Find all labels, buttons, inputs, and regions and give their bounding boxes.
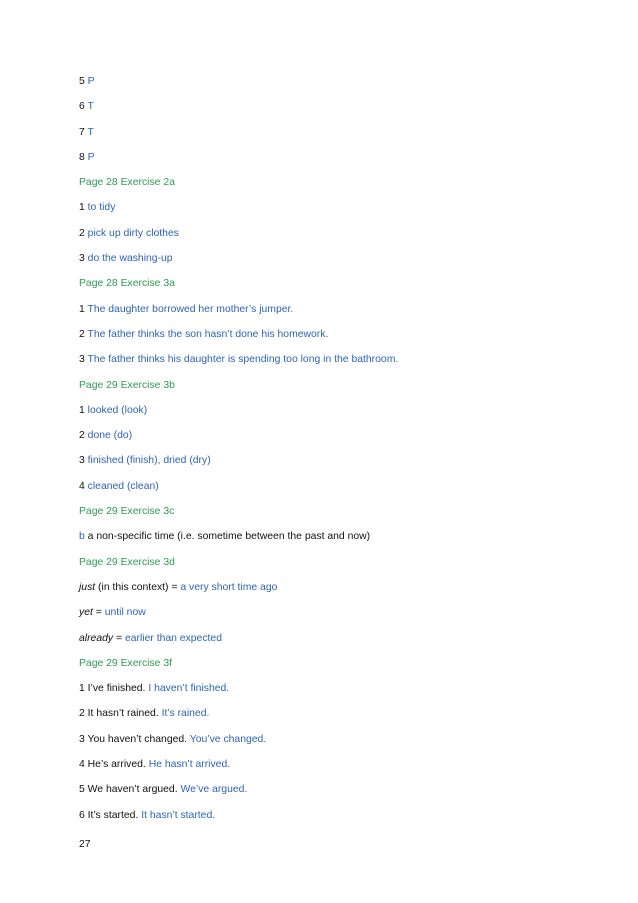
- line-text: already: [79, 632, 114, 644]
- line-text: 2: [79, 430, 88, 442]
- line-text: 3: [79, 354, 88, 366]
- answer-line: [79, 480, 599, 505]
- line-text: =: [113, 632, 125, 644]
- answer-line: [79, 581, 599, 606]
- answer-line: [79, 227, 599, 252]
- answer-line: [79, 429, 599, 454]
- answer-text: cleaned (clean): [87, 480, 159, 492]
- line-text: 1: [79, 303, 88, 315]
- heading-text: Page 29 Exercise 3d: [79, 556, 175, 568]
- answer-line: [79, 201, 599, 226]
- answer-text: I haven’t finished.: [148, 683, 230, 695]
- heading-text: Page 28 Exercise 2a: [79, 177, 175, 189]
- answer-text: P: [87, 76, 95, 87]
- line-text: 1: [79, 404, 88, 416]
- answer-line: [79, 783, 599, 808]
- heading-text: Page 29 Exercise 3f: [79, 657, 172, 669]
- answer-text: earlier than expected: [124, 632, 222, 644]
- line-text: yet: [79, 607, 93, 619]
- answer-text: He hasn’t arrived.: [148, 759, 231, 771]
- line-text: just: [79, 581, 96, 593]
- answer-key-lines: [79, 75, 599, 834]
- line-text: 4: [79, 480, 88, 492]
- line-text: 1 I’ve finished.: [79, 683, 149, 695]
- answer-text: done (do): [87, 430, 133, 442]
- line-text: 3 You haven’t changed.: [79, 733, 190, 745]
- answer-line: [79, 328, 599, 353]
- line-text: =: [92, 607, 105, 619]
- answer-text: b: [79, 531, 85, 543]
- answer-line: [79, 303, 599, 328]
- answer-line: [79, 682, 599, 707]
- page-number: 27: [79, 839, 91, 850]
- heading-text: Page 28 Exercise 3a: [79, 278, 175, 290]
- answer-line: [79, 530, 599, 555]
- answer-line: [79, 454, 599, 479]
- answer-text: a very short time ago: [180, 581, 278, 593]
- answer-text: T: [87, 126, 94, 138]
- answer-text: The daughter borrowed her mother’s jumper.: [87, 303, 294, 315]
- exercise-heading: [79, 657, 599, 682]
- answer-text: until now: [104, 607, 146, 619]
- answer-line: [79, 606, 599, 631]
- line-text: 3: [79, 253, 88, 265]
- answer-line: [79, 733, 599, 758]
- line-text: (in this context) =: [95, 581, 181, 593]
- line-text: 7: [79, 126, 88, 138]
- answer-text: We’ve argued.: [180, 784, 248, 796]
- answer-line: [79, 707, 599, 732]
- answer-line: [79, 809, 599, 834]
- exercise-heading: [79, 379, 599, 404]
- line-text: 6: [79, 101, 88, 113]
- answer-text: The father thinks the son hasn’t done his homework.: [87, 328, 329, 340]
- answer-line: [79, 632, 599, 657]
- answer-line: [79, 252, 599, 277]
- answer-line: [79, 404, 599, 429]
- heading-text: Page 29 Exercise 3c: [79, 506, 175, 518]
- heading-text: Page 29 Exercise 3b: [79, 379, 175, 391]
- line-text: 2: [79, 328, 88, 340]
- answer-line: [79, 100, 599, 125]
- exercise-heading: [79, 176, 599, 201]
- answer-text: T: [87, 101, 94, 113]
- line-text: 3: [79, 455, 88, 467]
- line-text: 5 We haven’t argued.: [79, 784, 181, 796]
- answer-line: [79, 353, 599, 378]
- answer-text: finished (finish), dried (dry): [87, 455, 211, 467]
- answer-line: [79, 75, 599, 100]
- line-text: 4 He’s arrived.: [79, 759, 149, 771]
- answer-line: [79, 126, 599, 151]
- answer-text: to tidy: [87, 202, 116, 214]
- answer-text: The father thinks his daughter is spending too long in the bathroom.: [87, 354, 399, 366]
- exercise-heading: [79, 505, 599, 530]
- answer-text: looked (look): [87, 404, 148, 416]
- exercise-heading: [79, 277, 599, 302]
- line-text: 2: [79, 227, 88, 239]
- answer-line: [79, 151, 599, 176]
- answer-text: You’ve changed.: [189, 733, 267, 745]
- line-text: 8: [79, 151, 88, 163]
- answer-text: It hasn’t started.: [141, 809, 216, 821]
- answer-text: pick up dirty clothes: [87, 227, 179, 239]
- line-text: 2 It hasn’t rained.: [79, 708, 162, 720]
- answer-text: P: [87, 151, 95, 163]
- line-text: a non-specific time (i.e. sometime between the past and now): [84, 531, 371, 543]
- line-text: 5: [79, 76, 88, 87]
- answer-text: It’s rained.: [161, 708, 210, 720]
- exercise-heading: [79, 556, 599, 581]
- line-text: 1: [79, 202, 88, 214]
- line-text: 6 It’s started.: [79, 809, 142, 821]
- answer-line: [79, 758, 599, 783]
- answer-text: do the washing-up: [87, 253, 173, 265]
